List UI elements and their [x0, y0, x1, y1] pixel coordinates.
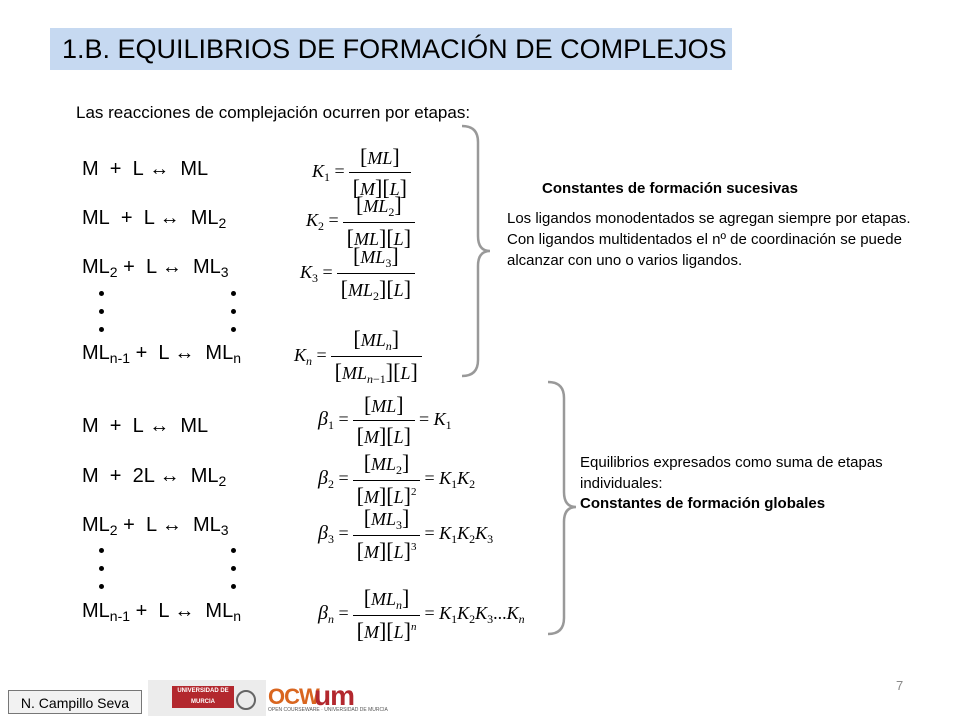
- ellipsis-dot: [99, 566, 104, 571]
- intro-text: Las reacciones de complejación ocurren por etapas:: [76, 103, 471, 122]
- formula-beta2: $\beta_2$ = $\frac{[ML_2]}{[M][L]^2}$ = $K_1K_2$: [318, 450, 476, 508]
- formula-kn: $K_n$ = $\frac{[ML_n]}{[ML_{n-1}][L]}$: [294, 326, 422, 387]
- um-logo: um: [314, 680, 354, 711]
- formula-beta1: $\beta_1$ = $\frac{[ML]}{[M][L]}$ = $K_1$: [318, 392, 452, 448]
- global-equation-2: M + 2L ↔ $ML_2$: [82, 465, 227, 489]
- ellipsis-dot: [231, 584, 236, 589]
- author-label: N. Campillo Seva: [8, 690, 142, 714]
- stepwise-equation-2: ML + L ↔ $ML_2$: [82, 207, 227, 231]
- global-heading: Constantes de formación globales: [580, 495, 826, 512]
- page-title: 1.B. EQUILIBRIOS DE FORMACIÓN DE COMPLEJOS: [50, 28, 732, 70]
- formula-beta3: $\beta_3$ = $\frac{[ML_3]}{[M][L]^3}$ = $K_1K_2K_3$: [318, 505, 494, 563]
- ellipsis-dot: [231, 548, 236, 553]
- ocw-logo-subtitle: OPEN COURSEWARE · UNIVERSIDAD DE MURCIA: [268, 707, 388, 713]
- stepwise-heading: Constantes de formación sucesivas: [542, 180, 798, 197]
- global-equation-3: $ML_2 + L$ ↔ $ML_3$: [82, 514, 229, 538]
- ellipsis-dot: [99, 584, 104, 589]
- curly-brace-stepwise: [458, 124, 494, 378]
- ellipsis-dot: [231, 291, 236, 296]
- curly-brace-global: [544, 380, 580, 636]
- global-description: Equilibrios expresados como suma de etapas individuales:: [580, 454, 883, 492]
- university-seal-icon: [236, 690, 256, 710]
- global-equation-1: M + L ↔ ML: [82, 415, 209, 437]
- ellipsis-dot: [99, 309, 104, 314]
- formula-k1: $K_1$ = $\frac{[ML]}{[M][L]}$: [312, 144, 411, 201]
- university-logo: UNIVERSIDAD DE MURCIA: [172, 686, 234, 708]
- page-number: 7: [896, 678, 904, 693]
- ellipsis-dot: [99, 327, 104, 332]
- ellipsis-dot: [231, 309, 236, 314]
- formula-betan: $\beta_n$ = $\frac{[ML_n]}{[M][L]^n}$ = $K_1K_2K_3...K_n$: [318, 585, 525, 643]
- ellipsis-dot: [231, 327, 236, 332]
- ocw-logo: OCW: [268, 684, 319, 709]
- ellipsis-dot: [99, 291, 104, 296]
- stepwise-description: Los ligandos monodentados se agregan siempre por etapas. Con ligandos multidentados el nº de coordinación se puede alcanzar con uno o varios ligandos.: [507, 210, 911, 269]
- ellipsis-dot: [99, 548, 104, 553]
- formula-k2: $K_2$ = $\frac{[ML_2]}{[ML][L]}$: [306, 192, 415, 251]
- stepwise-equation-1: M + L ↔ ML: [82, 158, 209, 180]
- global-equation-n: $ML_{n-1} + L$ ↔ $ML_n$: [82, 600, 242, 624]
- formula-k3: $K_3$ = $\frac{[ML_3]}{[ML_2][L]}$: [300, 243, 415, 304]
- ellipsis-dot: [231, 566, 236, 571]
- stepwise-equation-n: $ML_{n-1} + L$ ↔ $ML_n$: [82, 342, 242, 366]
- stepwise-equation-3: $ML_2 + L$ ↔ $ML_3$: [82, 256, 229, 280]
